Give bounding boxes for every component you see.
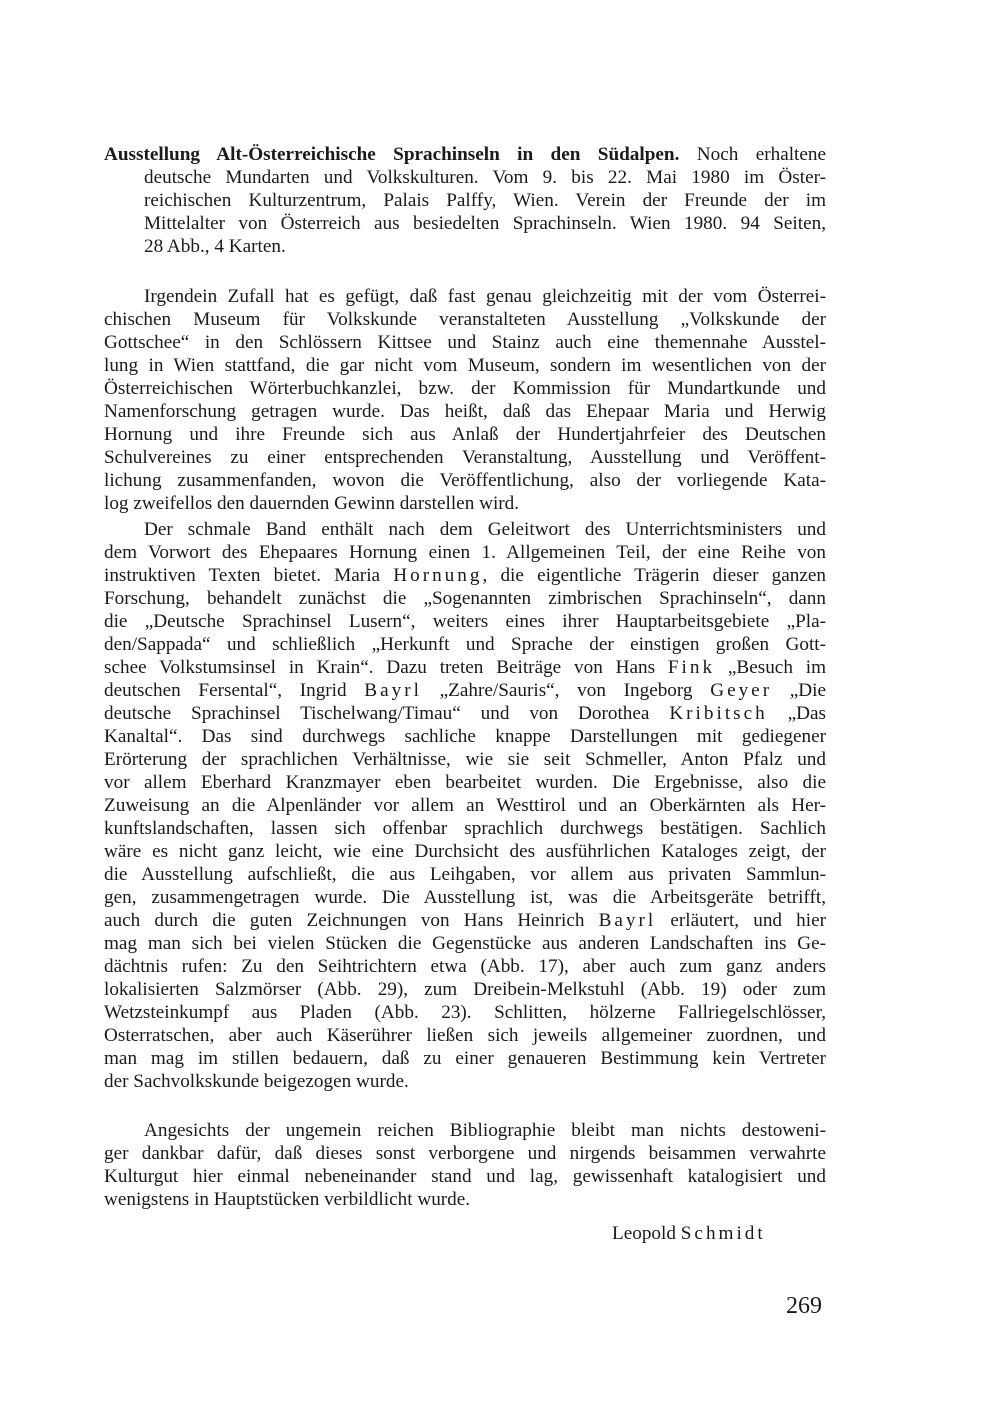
paragraph-2-line: Kanaltal“. Das sind durchwegs sachliche knappe Darstellungen mit gediegener: [104, 726, 826, 747]
author-name-spaced: Kribitsch: [669, 703, 768, 724]
paragraph-3-line: wenigstens in Hauptstücken verbildlicht wurde.: [104, 1189, 471, 1210]
paragraph-3-line: ger dankbar dafür, daß dieses sonst verborgene und nirgends beisammen verwahrte: [104, 1143, 826, 1164]
paragraph-2-line: Der schmale Band enthält nach dem Geleitwort des Unterrichtsministers und: [144, 519, 826, 540]
review-header-line: deutsche Mundarten und Volkskulturen. Vom 9. bis 22. Mai 1980 im Öster-: [144, 167, 826, 188]
review-header-line: 28 Abb., 4 Karten.: [144, 236, 286, 257]
paragraph-2-line: kunftslandschaften, lassen sich offenbar sprachlich durchwegs bestätigen. Sachlich: [104, 818, 826, 839]
paragraph-2-line: die Ausstellung aufschließt, die aus Leihgaben, vor allem aus privaten Sammlun-: [104, 864, 826, 885]
review-header-line: Mittelalter von Österreich aus besiedelten Sprachinseln. Wien 1980. 94 Seiten,: [144, 213, 826, 234]
paragraph-1-line: Irgendein Zufall hat es gefügt, daß fast genau gleichzeitig mit der vom Österrei-: [144, 286, 826, 307]
paragraph-2-line: wäre es nicht ganz leicht, wie eine Durchsicht des ausführlichen Kataloges zeigt, der: [104, 841, 826, 862]
paragraph-1-line: chischen Museum für Volkskunde veranstalteten Ausstellung „Volkskunde der: [104, 309, 826, 330]
author-name-spaced: Geyer: [710, 680, 773, 701]
paragraph-3-line: Angesichts der ungemein reichen Bibliographie bleibt man nichts destoweni-: [144, 1120, 826, 1141]
paragraph-1-line: Schulvereines zu einer entsprechenden Veranstaltung, Ausstellung und Veröffent-: [104, 447, 826, 468]
paragraph-2-line: Wetzsteinkumpf aus Pladen (Abb. 23). Schlitten, hölzerne Fallriegelschlösser,: [104, 1002, 826, 1023]
author-name-spaced: Fink: [667, 657, 716, 678]
page-number: 269: [786, 1293, 822, 1319]
paragraph-2-line: Zuweisung an die Alpenländer vor allem an Westtirol und an Oberkärnten als Her-: [104, 795, 826, 816]
review-title: Ausstellung Alt-Österreichische Sprachinseln in den Südalpen.: [104, 144, 680, 165]
paragraph-2-line: dem Vorwort des Ehepaares Hornung einen 1. Allgemeinen Teil, der eine Reihe von: [104, 542, 826, 563]
paragraph-2-line: der Sachvolkskunde beigezogen wurde.: [104, 1071, 409, 1092]
author-name-spaced: Bayrl: [598, 910, 657, 931]
paragraph-2-line: deutschen Fersental“, Ingrid Bayrl „Zahre/Sauris“, von Ingeborg Geyer „Die: [104, 680, 826, 701]
paragraph-1-line: lung in Wien stattfand, die gar nicht vom Museum, sondern im wesentlichen von der: [104, 355, 826, 376]
paragraph-2-line: instruktiven Texten bietet. Maria Hornung, die eigentliche Trägerin dieser ganzen: [104, 565, 826, 586]
paragraph-2-line: mag man sich bei vielen Stücken die Gegenstücke aus anderen Landschaften ins Ge-: [104, 933, 826, 954]
paragraph-1-line: Gottschee“ in den Schlössern Kittsee und Stainz auch eine themennahe Ausstel-: [104, 332, 826, 353]
paragraph-2-line: lokalisierten Salzmörser (Abb. 29), zum Dreibein-Melkstuhl (Abb. 19) oder zum: [104, 979, 826, 1000]
paragraph-2-line: Osterratschen, aber auch Käserührer ließen sich jeweils allgemeiner zuordnen, und: [104, 1025, 826, 1046]
review-header-line: reichischen Kulturzentrum, Palais Palffy, Wien. Verein der Freunde der im: [144, 190, 826, 211]
paragraph-2-line: den/Sappada“ und schließlich „Herkunft und Sprache der einstigen großen Gott-: [104, 634, 826, 655]
author-name-spaced: Hornung: [393, 565, 483, 586]
paragraph-2-line: gen, zusammengetragen wurde. Die Ausstellung ist, was die Arbeitsgeräte betrifft,: [104, 887, 826, 908]
review-title-line: Ausstellung Alt-Österreichische Sprachinseln in den Südalpen. Noch erhaltene: [104, 144, 826, 165]
paragraph-1-line: lichung zusammenfanden, wovon die Veröffentlichung, also der vorliegende Kata-: [104, 470, 826, 491]
paragraph-2-line: deutsche Sprachinsel Tischelwang/Timau“ und von Dorothea Kribitsch „Das: [104, 703, 826, 724]
paragraph-2-line: vor allem Eberhard Kranzmayer eben bearbeitet wurden. Die Ergebnisse, also die: [104, 772, 826, 793]
paragraph-1-line: Namenforschung getragen wurde. Das heißt, daß das Ehepaar Maria und Herwig: [104, 401, 826, 422]
paragraph-2-line: die „Deutsche Sprachinsel Lusern“, weiters eines ihrer Hauptarbeitsgebiete „Pla-: [104, 611, 826, 632]
paragraph-1-line: Österreichischen Wörterbuchkanzlei, bzw. der Kommission für Mundartkunde und: [104, 378, 826, 399]
paragraph-2-line: Forschung, behandelt zunächst die „Sogenannten zimbrischen Sprachinseln“, dann: [104, 588, 826, 609]
paragraph-2-line: schee Volkstumsinsel in Krain“. Dazu treten Beiträge von Hans Fink „Besuch im: [104, 657, 826, 678]
paragraph-1-line: Hornung und ihre Freunde sich aus Anlaß der Hundertjahrfeier des Deutschen: [104, 424, 826, 445]
paragraph-2-line: dächtnis rufen: Zu den Seihtrichtern etwa (Abb. 17), aber auch zum ganz anders: [104, 956, 826, 977]
paragraph-2-line: man mag im stillen bedauern, daß zu einer genaueren Bestimmung kein Vertreter: [104, 1048, 826, 1069]
paragraph-1-line: log zweifellos den dauernden Gewinn darstellen wird.: [104, 493, 520, 514]
paragraph-2-line: auch durch die guten Zeichnungen von Hans Heinrich Bayrl erläutert, und hier: [104, 910, 826, 931]
paragraph-2-line: Erörterung der sprachlichen Verhältnisse, wie sie seit Schmeller, Anton Pfalz und: [104, 749, 826, 770]
paragraph-3-line: Kulturgut hier einmal nebeneinander stand und lag, gewissenhaft katalogisiert und: [104, 1166, 826, 1187]
author-name-spaced: Bayrl: [364, 680, 422, 701]
author-signature: Leopold Schmidt: [612, 1223, 766, 1244]
